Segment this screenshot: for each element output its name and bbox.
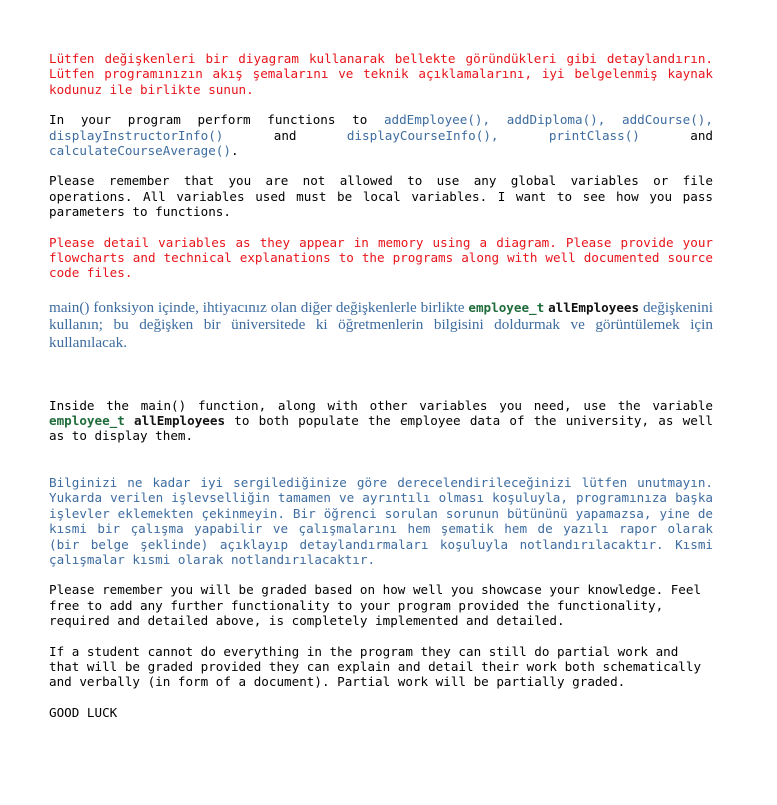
functions-paragraph bbox=[49, 112, 713, 158]
partial-work-paragraph: If a student cannot do everything in the program they can still do partial work and that will be graded provided they can explain and detail their work both schematically and verbally (in form of a document). Partial work will be partially graded. bbox=[49, 643, 702, 690]
function-add-employee: addEmployee() bbox=[383, 112, 483, 128]
spacer bbox=[49, 352, 713, 398]
function-print-class: printClass() bbox=[548, 127, 640, 143]
english-main-before: Inside the main() function, along with other variables you need, use the variable bbox=[49, 397, 713, 413]
turkish-main-before: main() fonksiyon içinde, ihtiyacınız olan diğer değişkenlerle birlikte bbox=[49, 298, 469, 316]
spacer bbox=[49, 97, 713, 112]
grading-knowledge-paragraph: Please remember you will be graded based on how well you showcase your knowledge. Feel free to add any further functionality to your program provided the functionality, required and detailed above, is completely implemented and detailed. bbox=[49, 582, 702, 629]
employee-type-name: employee_t bbox=[468, 299, 545, 315]
function-separator: , bbox=[597, 112, 622, 128]
function-separator: , bbox=[705, 112, 713, 128]
spacer bbox=[49, 220, 713, 235]
spacer bbox=[49, 158, 713, 173]
no-globals-paragraph: Please remember that you are not allowed to use any global variables or file operations. All variables used must be local variables. I want to see how you pass parameters to functions. bbox=[49, 173, 713, 220]
function-display-instructor-info: displayInstructorInfo() bbox=[49, 127, 224, 143]
spacer bbox=[49, 629, 713, 644]
all-employees-variable: allEmployees bbox=[134, 413, 226, 429]
space bbox=[125, 413, 134, 428]
spacer bbox=[49, 444, 713, 475]
turkish-memory-diagram-instructions: Lütfen değişkenleri bir diyagram kullanarak bellekte göründükleri gibi detaylandırın. Lütfen programınızın akış şemalarını ve teknik açıklamalarını, iyi belgelenmiş kaynak kodunuz ile birlikte sunun. bbox=[49, 51, 713, 97]
english-main-function-paragraph bbox=[49, 398, 713, 444]
turkish-main-function-paragraph bbox=[49, 299, 713, 352]
function-display-course-info: displayCourseInfo() bbox=[346, 127, 491, 143]
function-separator: , bbox=[482, 112, 507, 128]
functions-intro: In your program perform functions to bbox=[49, 112, 384, 128]
function-separator: , bbox=[490, 127, 549, 143]
function-add-diploma: addDiploma() bbox=[506, 112, 598, 128]
function-add-course: addCourse() bbox=[621, 112, 706, 128]
conjunction-and: and bbox=[639, 127, 713, 143]
spacer bbox=[49, 281, 713, 299]
spacer bbox=[49, 690, 713, 705]
turkish-grading-paragraph: Bilginizi ne kadar iyi sergilediğinize göre derecelendirileceğinizi lütfen unutmayın. Yukarda verilen işlevselliğin tamamen ve ayrıntılı olması koşuluyla, programınıza başka işlevler eklemekten çekinmeyin. Bir öğrenci sorulan sorunun bütününü yapamazsa, yine de kısmi bir çalışma yapabilir ve çalışmalarını hem şematik hem de yazılı rapor olarak (bir belge şeklinde) açıklayıp detaylandırmaları koşuluyla notlandırılacaktır. Kısmi çalışmalar kısmi olarak notlandırılacaktır. bbox=[49, 474, 713, 567]
functions-end-period: . bbox=[230, 143, 239, 159]
english-memory-diagram-instructions: Please detail variables as they appear in memory using a diagram. Please provide your flowcharts and technical explanations to the programs along with well documented source code files. bbox=[49, 234, 713, 281]
english-main-after: to both populate the employee data of the university, as well as to display them. bbox=[49, 413, 713, 444]
employee-type-name: employee_t bbox=[49, 413, 125, 429]
all-employees-variable: allEmployees bbox=[548, 299, 640, 315]
closing-good-luck: GOOD LUCK bbox=[49, 704, 118, 720]
turkish-main-after: değişkenini kullanın; bu değişken bir üniversitede ki öğretmenlerin bilgisini doldurmak ve görüntülemek için kullanılacak. bbox=[49, 298, 713, 352]
function-calculate-course-average: calculateCourseAverage() bbox=[49, 143, 231, 159]
conjunction-and: and bbox=[223, 127, 347, 143]
spacer bbox=[49, 567, 713, 582]
assignment-document bbox=[49, 51, 713, 720]
